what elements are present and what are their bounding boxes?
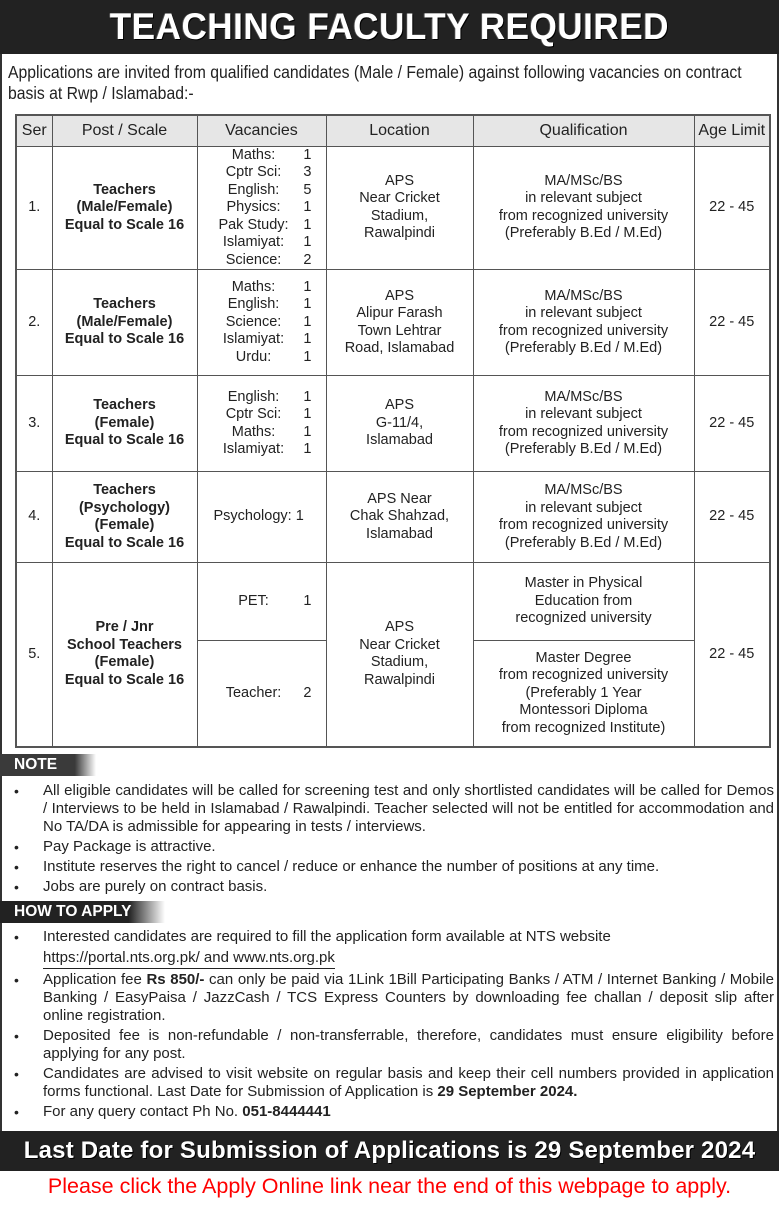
note-heading: NOTE [0,754,96,776]
vacancy-item: Maths: 1 [231,423,312,440]
apply-item: • Interested candidates are required to fill the application form available at NTS website https://portal.nts.org.pk/ and www.nts.org.pk [8,928,774,969]
location-cell: APS G-11/4, Islamabad [326,376,473,472]
vacancy-item: Islamiyat: 1 [222,441,312,457]
vacancy-item: Pak Study: 1 [218,216,312,233]
post-cell: Teachers (Male/Female) Equal to Scale 16 [52,270,197,376]
table-header-row [16,115,770,146]
vacancy-item: Science: 2 [225,251,312,268]
vacancies-cell [197,376,326,472]
note-item: • Jobs are purely on contract basis. [8,878,774,896]
ser-cell: 5. [16,563,52,747]
vacancy-item: English: 1 [227,388,312,405]
age-limit-cell: 22 - 45 [694,472,770,563]
apply-item: • For any query contact Ph No. 051-8444441 [8,1103,774,1121]
vacancies-cell [197,641,326,747]
apply-item: • Application fee Rs 850/- can only be paid via 1Link 1Bill Participating Banks / ATM / Internet Banking / Mobile Banking / EasyPaisa / JazzCash / TCS Express Counters by downloading fee challan / deposit slip after online registration. [8,971,774,1025]
deadline-date: 29 September 2024. [437,1083,578,1100]
vacancies-cell [197,563,326,641]
apply-online-notice: Please click the Apply Online link near the end of this webpage to apply. [47,1174,732,1198]
qualification-cell: MA/MSc/BS in relevant subject from recognized university (Preferably B.Ed / M.Ed) [473,270,694,376]
vacancy-item: Maths: 1 [231,278,312,295]
location-cell: APS Near Chak Shahzad, Islamabad [326,472,473,563]
col-header-vacancies: Vacancies [197,115,326,146]
portal-link[interactable]: https://portal.nts.org.pk/ [43,949,200,966]
col-header-qualification: Qualification [473,115,694,146]
how-to-apply-list [8,928,774,1123]
qualification-cell: Master Degree from recognized university (Preferably 1 Year Montessori Diploma from recognized Institute) [473,641,694,747]
age-limit-cell: 22 - 45 [694,146,770,270]
ser-cell: 4. [16,472,52,563]
vacancy-item: Maths: 1 [231,146,312,163]
post-cell [52,146,197,270]
ser-cell: 3. [16,376,52,472]
post-cell: Pre / Jnr School Teachers (Female) Equal to Scale 16 [52,563,197,747]
age-limit-cell: 22 - 45 [694,270,770,376]
note-item: • Institute reserves the right to cancel / reduce or enhance the number of positions at any time. [8,858,774,876]
col-header-location: Location [326,115,473,146]
ser-cell: 1. [16,146,52,270]
table-row [16,376,770,472]
vacancy-item: Physics: 1 [226,199,312,215]
vacancy-item: English: 5 [227,181,312,198]
vacancy-item: Teacher: 2 [225,684,312,701]
table-row [16,563,770,641]
vacancy-item: PET: 1 [238,592,312,609]
location-cell: APS Alipur Farash Town Lehtrar Road, Islamabad [326,270,473,376]
vacancy-item: Islamiyat: 1 [222,234,312,250]
last-date-text: Last Date for Submission of Applications is 29 September 2024 [23,1137,756,1164]
age-limit-cell: 22 - 45 [694,563,770,747]
vacancies-cell [197,472,326,563]
qualification-cell: Master in Physical Education from recognized university [473,563,694,641]
nts-website-link[interactable]: www.nts.org.pk [233,949,335,966]
post-cell: Teachers (Female) Equal to Scale 16 [52,376,197,472]
col-header-ser: Ser [16,115,52,146]
note-item: • All eligible candidates will be called for screening test and only shortlisted candidates will be called for Demos / Interviews to be held in Islamabad / Rawalpindi. Teacher selected will not be entitled for accommodation and No TA/DA is admissible for appearing in tests / interviews. [8,782,774,836]
apply-item: • Candidates are advised to visit website on regular basis and keep their cell numbers provided in application forms functional. Last Date for Submission of Application is 29 September 2024. [8,1065,774,1101]
vacancy-item: Islamiyat: 1 [222,331,312,348]
post-line: (Male/Female) [76,199,173,215]
post-line: Equal to Scale 16 [64,216,185,233]
vacancy-item: Science: 1 [225,313,312,330]
table-row [16,270,770,376]
apply-item: • Deposited fee is non-refundable / non-transferrable, therefore, candidates must ensure eligibility before applying for any post. [8,1027,774,1063]
last-date-banner [0,1131,779,1171]
fee-amount: Rs 850/- [146,971,205,988]
contact-phone: 051-8444441 [242,1103,331,1120]
note-item: • Pay Package is attractive. [8,838,774,856]
vacancy-item: Psychology: 1 [213,508,304,525]
ser-cell: 2. [16,270,52,376]
post-cell: Teachers (Psychology) (Female) Equal to Scale 16 [52,472,197,563]
note-list [8,782,774,898]
age-limit-cell: 22 - 45 [694,376,770,472]
qualification-cell: MA/MSc/BS in relevant subject from recognized university (Preferably B.Ed / M.Ed) [473,472,694,563]
vacancy-item: Cptr Sci: 3 [225,164,312,180]
table-row [16,472,770,563]
page-title: TEACHING FACULTY REQUIRED [109,6,670,47]
location-cell: APS Near Cricket Stadium, Rawalpindi [326,146,473,270]
vacancies-cell [197,270,326,376]
how-to-apply-heading: HOW TO APPLY [0,901,165,923]
col-header-post: Post / Scale [52,115,197,146]
nts-links: https://portal.nts.org.pk/ and www.nts.org.pk [43,949,335,969]
table-row [16,146,770,270]
qualification-cell: MA/MSc/BS in relevant subject from recognized university (Preferably B.Ed / M.Ed) [473,146,694,270]
vacancy-item: Urdu: 1 [235,348,312,365]
qualification-cell: MA/MSc/BS in relevant subject from recognized university (Preferably B.Ed / M.Ed) [473,376,694,472]
intro-text: Applications are invited from qualified candidates (Male / Female) against following vacancies on contract basis at Rwp / Islamabad:- [8,62,742,103]
title-banner [0,0,779,54]
vacancies-table [15,114,771,748]
post-line: Teachers [93,181,156,198]
col-header-age-limit: Age Limit [694,115,770,146]
vacancy-item: English: 1 [227,296,312,313]
location-cell: APS Near Cricket Stadium, Rawalpindi [326,563,473,747]
vacancies-cell [197,146,326,270]
vacancy-item: Cptr Sci: 1 [225,406,312,422]
